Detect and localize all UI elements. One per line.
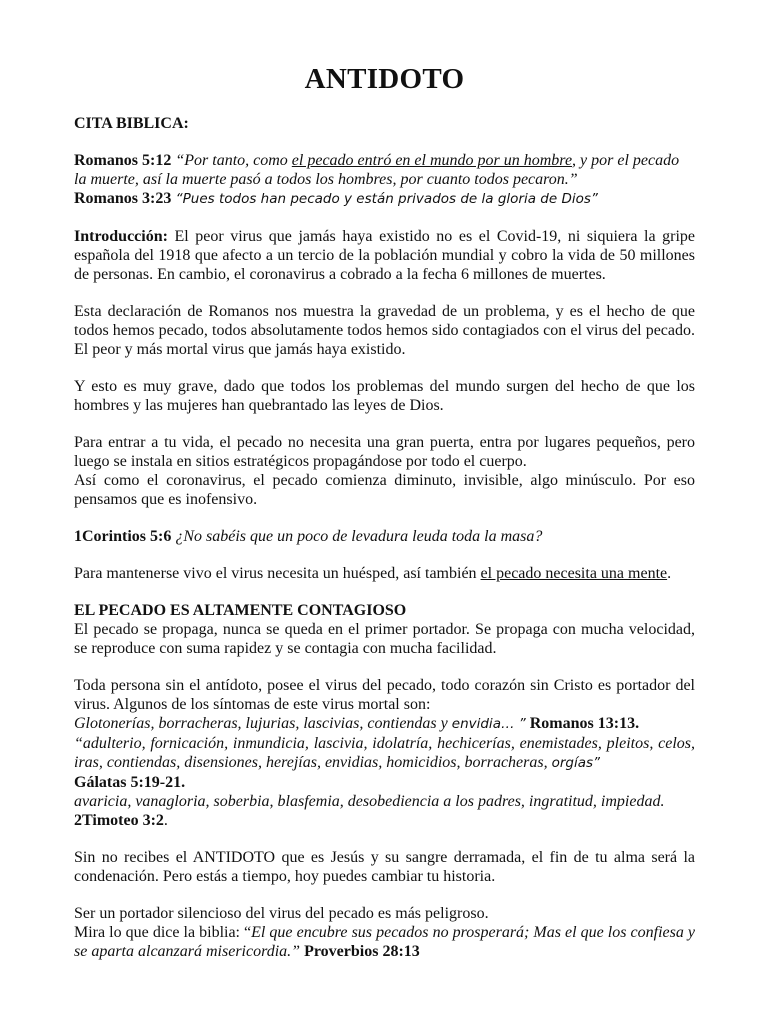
verse-romanos-5-12 [74, 151, 695, 189]
paragraph-romanos-declaracion: Esta declaración de Romanos nos muestra la gravedad de un problema, y es el hecho de que todos hemos pecado, todos absolutamente todos hemos sido contagiados con el virus del pecado. El peor y más mortal virus que jamás haya existido. [74, 303, 695, 358]
verse-reference: 1Corintios 5:6 [74, 528, 172, 545]
section-heading-contagioso: EL PECADO ES ALTAMENTE CONTAGIOSO [74, 602, 407, 619]
symptoms-galatas: “adulterio, fornicación, inmundicia, lascivia, idolatría, hechicerías, enemistades, pleitos, celos, iras, contiendas, disensiones, herejías, envidias, homicidios, borracheras, orgías” [74, 735, 695, 771]
paragraph-muy-grave: Y esto es muy grave, dado que todos los problemas del mundo surgen del hecho de que los hombres y las mujeres han quebrantado las leyes de Dios. [74, 378, 695, 414]
verse-1corintios-5-6 [74, 527, 695, 546]
verse-text: El que encubre sus pecados no prosperará; Mas el que los confiesa y se aparta alcanzará misericordia.” [74, 924, 695, 960]
paragraph-coronavirus: Así como el coronavirus, el pecado comienza diminuto, invisible, algo minúsculo. Por eso pensamos que es inofensivo. [74, 472, 695, 508]
introduccion-label: Introducción: [74, 228, 168, 245]
paragraph-entrar-a-tu-vida: Para entrar a tu vida, el pecado no necesita una gran puerta, entra por lugares pequeños, pero luego se instala en sitios estratégicos propagándose por todo el cuerpo. [74, 434, 695, 470]
cita-biblica-heading: CITA BIBLICA: [74, 115, 189, 132]
underlined-phrase: el pecado necesita una mente [480, 565, 668, 582]
verse-reference: Romanos 5:12 [74, 152, 172, 169]
verse-text: “Pues todos han pecado y están privados de la gloria de Dios” [171, 191, 598, 207]
verse-reference: Romanos 13:13. [525, 715, 640, 732]
verse-text: ¿No sabéis que un poco de levadura leuda toda la masa? [171, 528, 543, 545]
verse-text: “Por tanto, como el pecado entró en el mundo por un hombre, y por el pecado la muerte, así la muerte pasó a todos los hombres, por cuanto todos pecaron.” [74, 152, 680, 188]
paragraph-proverbios: Mira lo que dice la biblia: “El que encubre sus pecados no prosperará; Mas el que los confiesa y se aparta alcanzará misericordia.” Proverbios 28:13 [74, 924, 695, 960]
verse-reference: Romanos 3:23 [74, 190, 172, 207]
paragraph-huesped: Para mantenerse vivo el virus necesita un huésped, así también el pecado necesita una mente. [74, 565, 672, 582]
paragraph-se-propaga: El pecado se propaga, nunca se queda en el primer portador. Se propaga con mucha velocidad, se reproduce con suma rapidez y se contagia con mucha facilidad. [74, 621, 695, 657]
verse-reference: Proverbios 28:13 [300, 943, 420, 960]
symptoms-timoteo: avaricia, vanagloria, soberbia, blasfemia, desobediencia a los padres, ingratitud, impiedad. [74, 793, 665, 810]
symptoms-romanos-13-13: Glotonerías, borracheras, lujurias, lascivias, contiendas y envidia… ” Romanos 13:13. [74, 715, 640, 732]
paragraph-antidoto-jesus: Sin no recibes el ANTIDOTO que es Jesús y su sangre derramada, el fin de tu alma será la condenación. Pero estás a tiempo, hoy puedes cambiar tu historia. [74, 849, 695, 885]
verse-romanos-3-23 [74, 189, 695, 209]
timoteo-reference: 2Timoteo 3:2. [74, 812, 168, 829]
paragraph-sintomas-intro: Toda persona sin el antídoto, posee el virus del pecado, todo corazón sin Cristo es portador del virus. Algunos de los síntomas de este virus mortal son: [74, 677, 695, 713]
galatas-reference: Gálatas 5:19-21. [74, 774, 186, 791]
introduccion-paragraph: Introducción: El peor virus que jamás haya existido no es el Covid-19, ni siquiera la gripe española del 1918 que afecto a un tercio de la población mundial y cobro la vida de 50 millones de personas. En cambio, el coronavirus a cobrado a la fecha 6 millones de muertes. [74, 228, 695, 283]
paragraph-portador-silencioso: Ser un portador silencioso del virus del pecado es más peligroso. [74, 905, 489, 922]
underlined-phrase: el pecado entró en el mundo por un hombre [291, 152, 573, 169]
document-title: ANTIDOTO [304, 63, 465, 95]
